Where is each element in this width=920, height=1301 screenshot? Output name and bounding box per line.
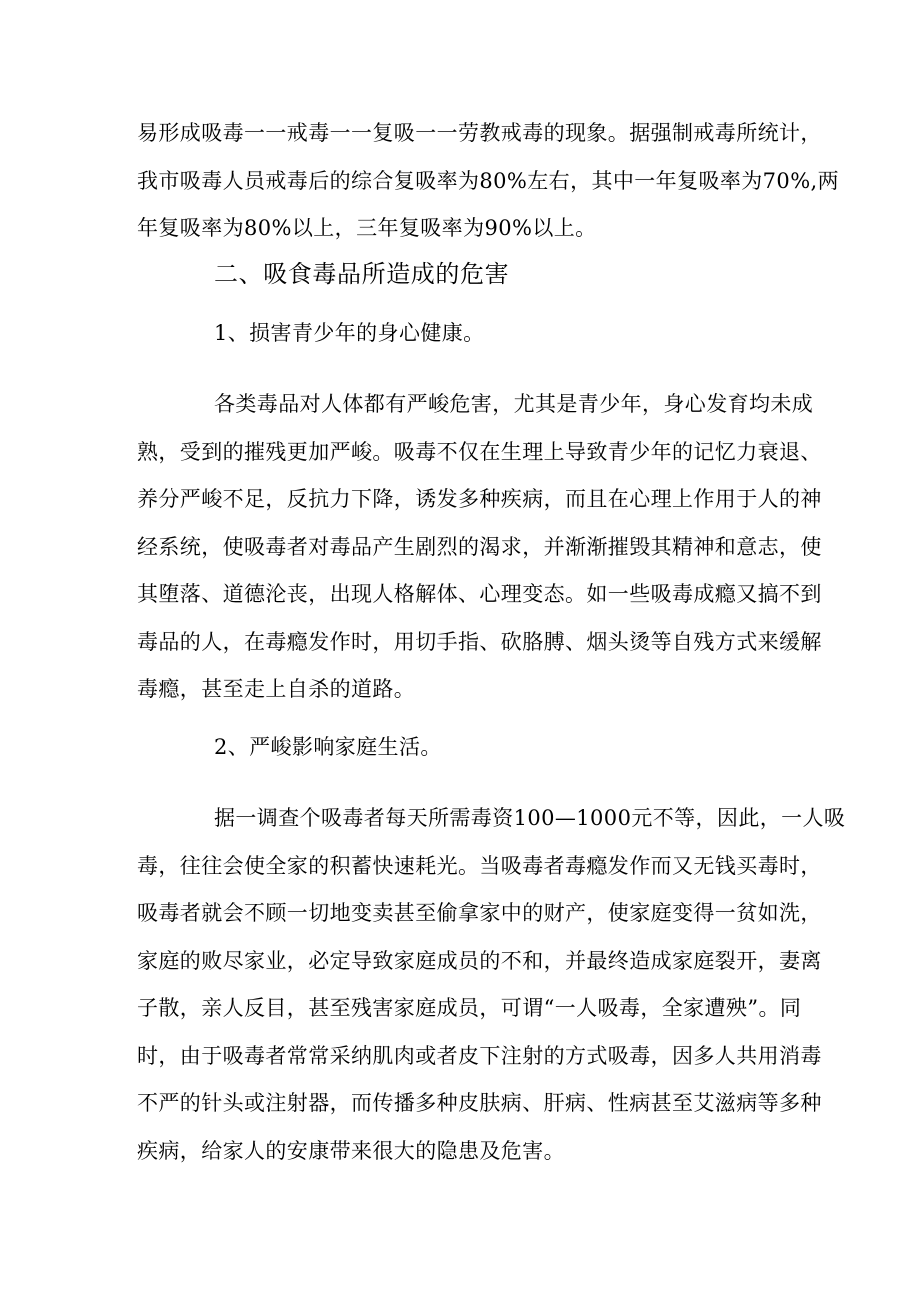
subsection-1-line-7: 毒瘾，甚至走上自杀的道路。: [137, 677, 416, 701]
intro-line-1: 易形成吸毒一一戒毒一一复吸一一劳教戒毒的现象。据强制戒毒所统计，: [137, 121, 822, 145]
subsection-2-line-6: 时，由于吸毒者常常采纳肌肉或者皮下注射的方式吸毒，因多人共用消毒: [137, 1044, 822, 1068]
subsection-1-line-4: 经系统，使吸毒者对毒品产生剧烈的渴求，并渐渐摧毁其精神和意志，使: [137, 535, 822, 559]
subsection-1-title: 1、损害青少年的身心健康。: [214, 321, 485, 345]
subsection-2-line-5: 子散，亲人反目，甚至残害家庭成员，可谓“一人吸毒，全家遭殃”。同: [137, 996, 802, 1020]
intro-line-3: 年复吸率为80%以上，三年复吸率为90%以上。: [137, 216, 597, 240]
subsection-2-line-1: 据一调查个吸毒者每天所需毒资100—1000元不等，因此，一人吸: [214, 806, 846, 830]
subsection-1-line-2: 熟，受到的摧残更加严峻。吸毒不仅在生理上导致青少年的记忆力衰退、: [137, 440, 822, 464]
subsection-2-title: 2、严峻影响家庭生活。: [214, 735, 442, 759]
subsection-2-line-2: 毒，往往会使全家的积蓄快速耗光。当吸毒者毒瘾发作而又无钱买毒时，: [137, 854, 822, 878]
intro-line-2: 我市吸毒人员戒毒后的综合复吸率为80%左右，其中一年复吸率为70%,两: [137, 169, 840, 193]
subsection-2-line-4: 家庭的败尽家业，必定导致家庭成员的不和，并最终造成家庭裂开，妻离: [137, 949, 822, 973]
subsection-2-line-3: 吸毒者就会不顾一切地变卖甚至偷拿家中的财产，使家庭变得一贫如洗，: [137, 901, 822, 925]
subsection-1-line-6: 毒品的人，在毒瘾发作时，用切手指、砍胳膊、烟头烫等自残方式来缓解: [137, 630, 822, 654]
subsection-1-line-5: 其堕落、道德沦丧，出现人格解体、心理变态。如一些吸毒成瘾又搞不到: [137, 582, 822, 606]
subsection-1-line-1: 各类毒品对人体都有严峻危害，尤其是青少年，身心发育均未成: [214, 392, 814, 416]
section-heading: 二、吸食毒品所造成的危害: [214, 260, 510, 288]
subsection-2-line-7: 不严的针头或注射器，而传播多种皮肤病、肝病、性病甚至艾滋病等多种: [137, 1091, 822, 1115]
subsection-2-line-8: 疾病，给家人的安康带来很大的隐患及危害。: [137, 1139, 565, 1163]
subsection-1-line-3: 养分严峻不足，反抗力下降，诱发多种疾病，而且在心理上作用于人的神: [137, 487, 822, 511]
